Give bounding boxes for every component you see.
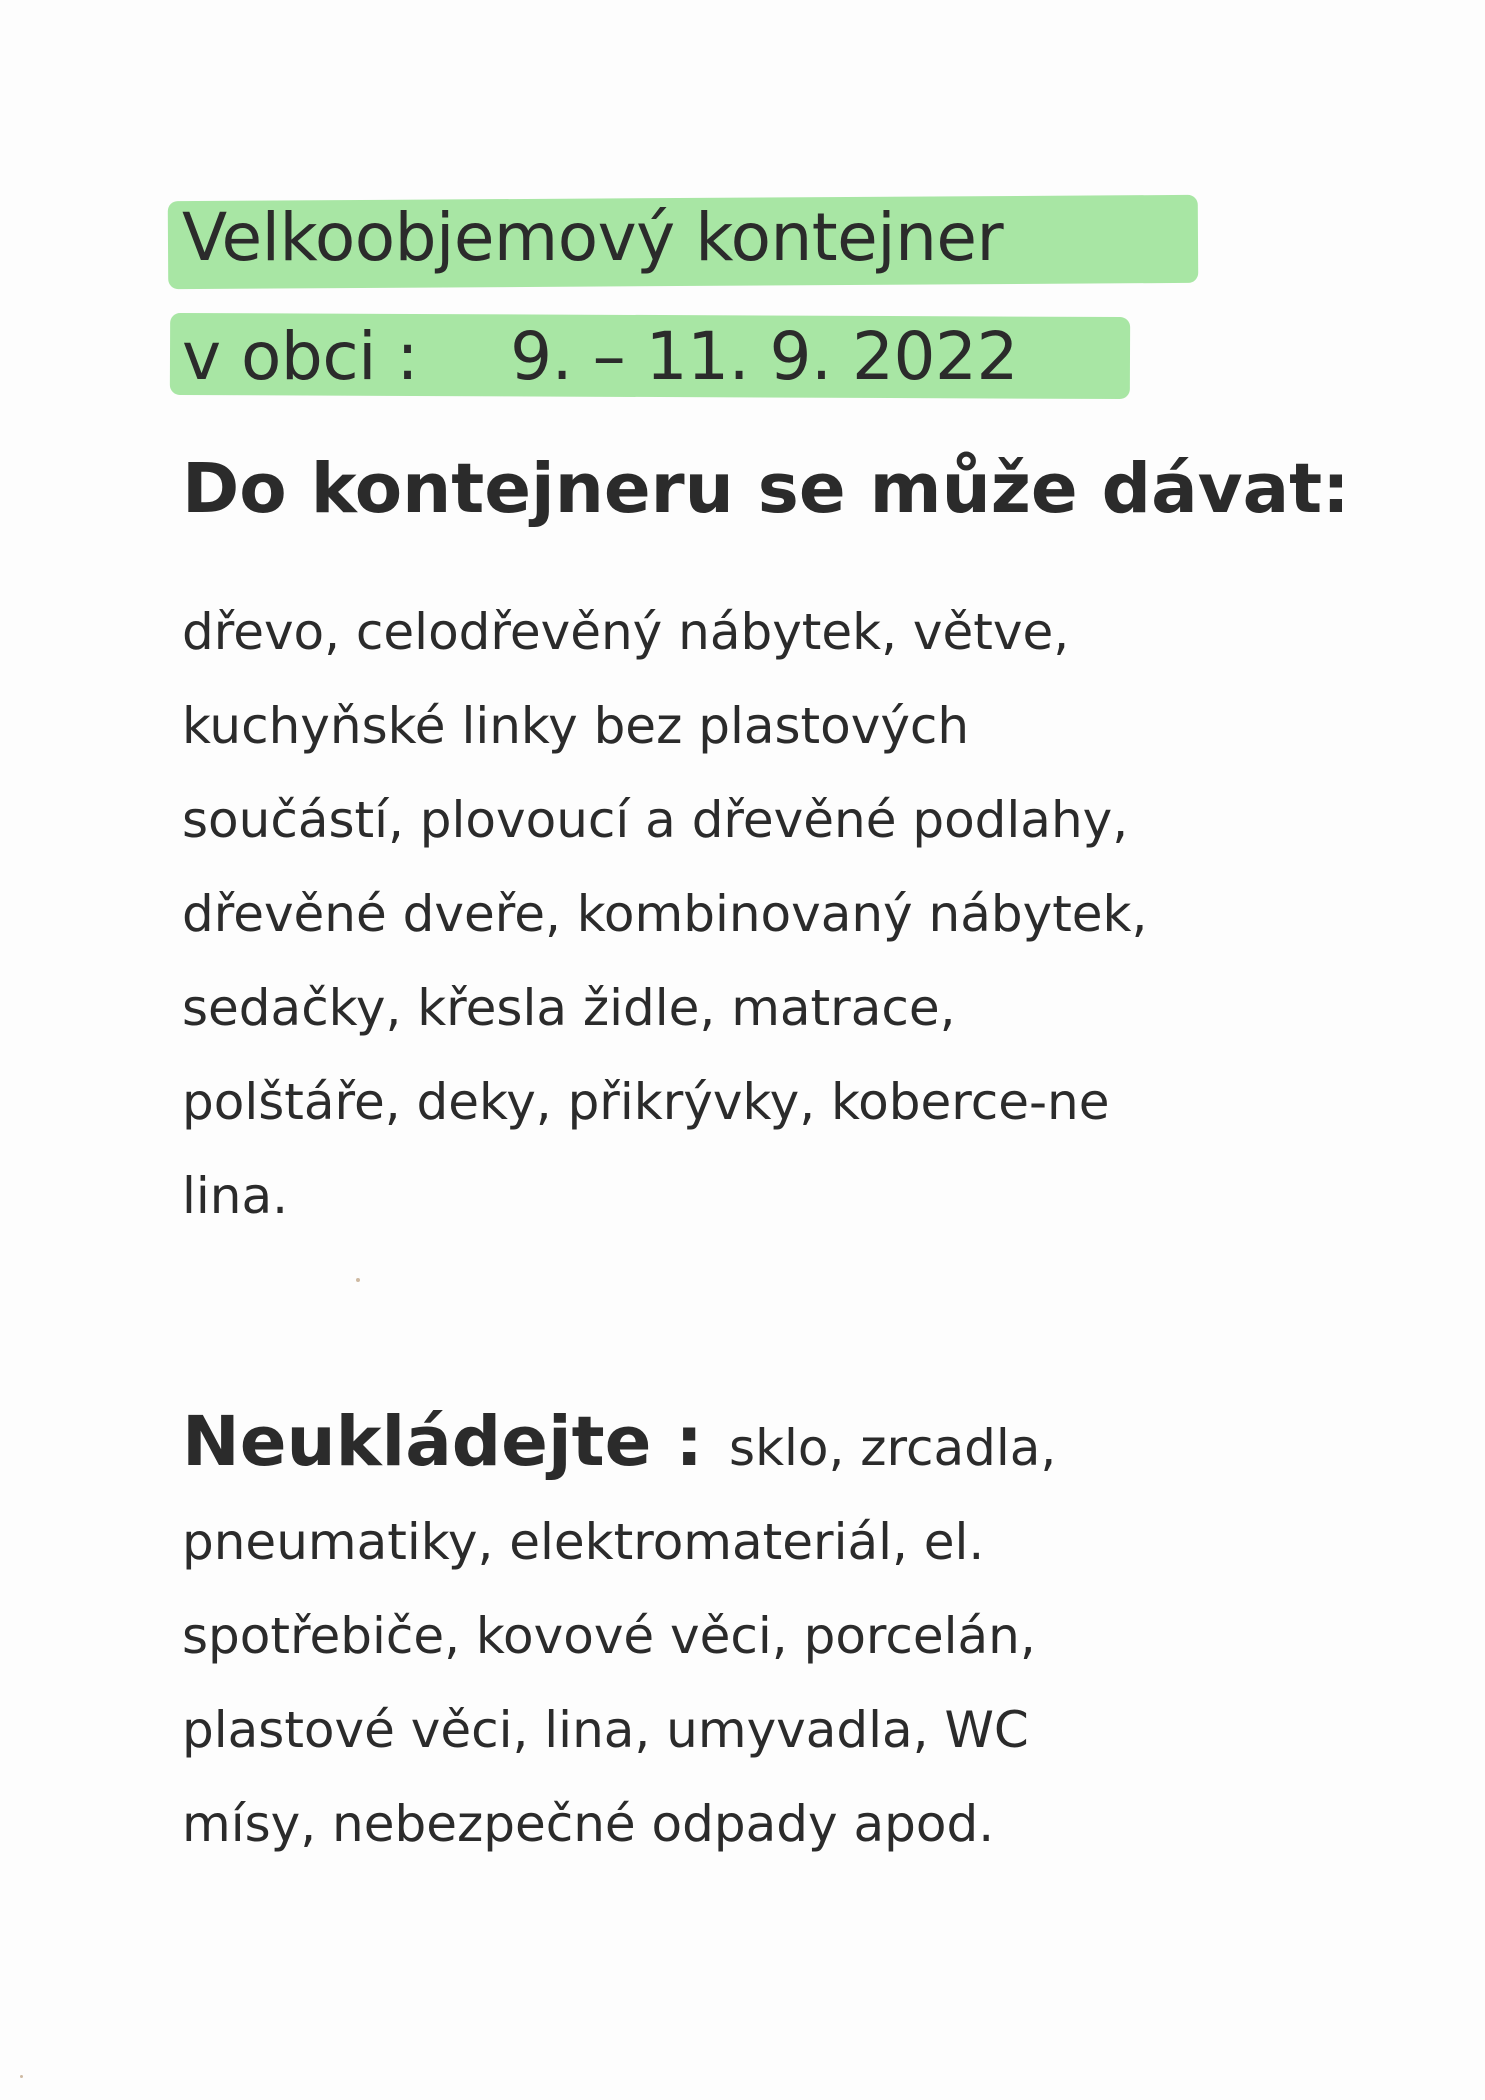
forbidden-items-text: pneumatiky, elektromateriál, el. spotřebiče, kovové věci, porcelán, plastové věci, lina, umyvadla, WC mísy, nebezpečné odpady apod. [182,1513,1036,1853]
forbidden-first-line: sklo, zrcadla, [729,1419,1057,1477]
forbidden-section [182,1395,1342,1871]
paper-speck [20,2075,23,2078]
heading-date: 9. – 11. 9. 2022 [510,318,1018,395]
paper-speck [356,1278,360,1282]
heading-location: v obci : [182,318,419,395]
heading-line2 [182,318,1018,395]
heading-line1: Velkoobjemový kontejner [182,199,1004,276]
forbidden-title: Neukládejte : [182,1402,704,1482]
allowed-items-text: dřevo, celodřevěný nábytek, větve, kuchyňské linky bez plastových součástí, plovoucí a dřevěné podlahy, dřevěné dveře, kombinovaný nábytek, sedačky, křesla židle, matrace, polštáře, deky, přikrývky, koberce-ne lina. [182,603,1148,1225]
allowed-title: Do kontejneru se může dávat: [182,449,1350,529]
